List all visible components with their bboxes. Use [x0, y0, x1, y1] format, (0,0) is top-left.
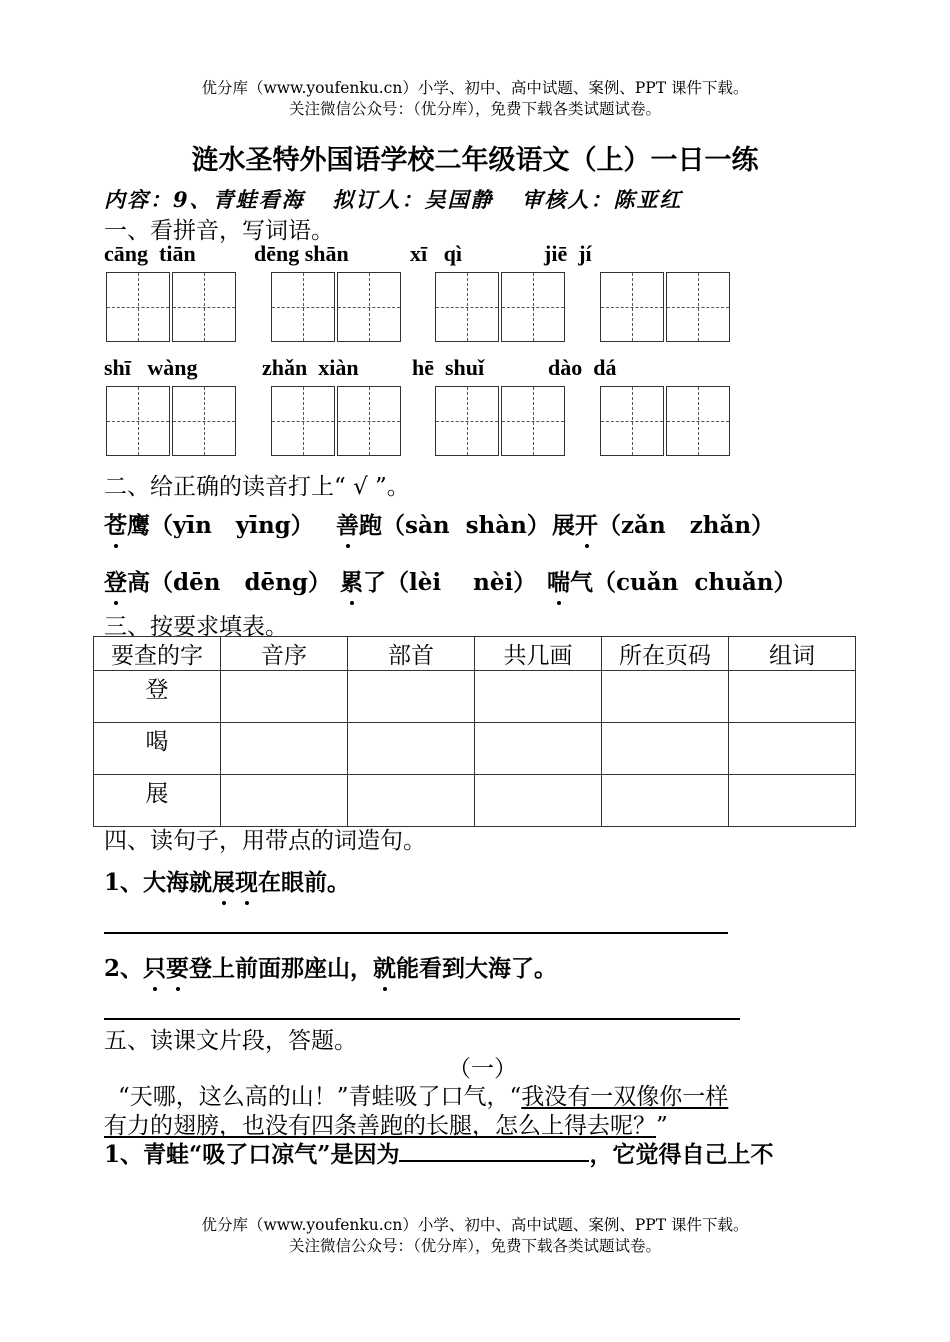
pinyin-3: xī qì [410, 241, 462, 266]
pinyin-7: hē shuǐ [412, 355, 485, 380]
table-header: 所在页码 [602, 637, 729, 671]
dotted-char: 现 [235, 869, 259, 896]
answer-cell[interactable] [221, 723, 348, 775]
write-cell[interactable] [501, 386, 565, 456]
table-header: 共几画 [475, 637, 602, 671]
writing-grid-6 [271, 386, 401, 456]
answer-cell[interactable] [602, 775, 729, 827]
table-row [94, 775, 856, 827]
meta-info: 内容：9、青蛙看海 拟订人：吴国静 审核人：陈亚红 [104, 187, 683, 212]
write-cell[interactable] [172, 386, 236, 456]
dotted-char: 喘 [547, 569, 570, 596]
write-cell[interactable] [600, 386, 664, 456]
page-title: 涟水圣特外国语学校二年级语文（上）一日一练 [191, 145, 759, 176]
write-cell[interactable] [435, 272, 499, 342]
dotted-char: 就 [373, 955, 397, 982]
passage-line-1: “天哪，这么高的山！”青蛙吸了口气，“我没有一双像你一样 [118, 1084, 729, 1110]
reading-item-5: 累了（lèi nèi） [340, 569, 537, 596]
write-cell[interactable] [666, 272, 730, 342]
answer-line-1[interactable] [104, 932, 728, 934]
row-char: 喝 [94, 723, 221, 775]
lookup-table [93, 636, 856, 827]
writing-grid-1 [106, 272, 236, 342]
writing-grid-8 [600, 386, 730, 456]
header-line-2: 关注微信公众号：（优分库），免费下载各类试题试卷。 [288, 100, 661, 118]
answer-cell[interactable] [475, 775, 602, 827]
table-header: 音序 [221, 637, 348, 671]
answer-cell[interactable] [475, 671, 602, 723]
write-cell[interactable] [337, 386, 401, 456]
write-cell[interactable] [600, 272, 664, 342]
pinyin-1: cāng tiān [104, 241, 196, 266]
answer-cell[interactable] [602, 671, 729, 723]
dotted-char: 苍 [104, 512, 127, 539]
reading-item-1: 苍鹰（yīn yīng） [104, 512, 314, 539]
question-1: 1、青蛙“吸了口凉气”是因为 ，它觉得自己上不 [104, 1141, 774, 1168]
answer-line-2[interactable] [104, 1018, 740, 1020]
write-cell[interactable] [271, 272, 335, 342]
writing-grid-5 [106, 386, 236, 456]
dotted-char: 登 [104, 569, 127, 596]
sentence-1: 1、大海就展现在眼前。 [104, 869, 351, 896]
dotted-char: 要 [166, 955, 190, 982]
passage-line-2: 有力的翅膀，也没有四条善跑的长腿，怎么上得去呢？” [104, 1113, 668, 1139]
write-cell[interactable] [106, 386, 170, 456]
answer-cell[interactable] [729, 775, 856, 827]
table-row [94, 723, 856, 775]
passage-part-label: （一） [448, 1056, 517, 1082]
answer-cell[interactable] [221, 671, 348, 723]
pinyin-5: shī wàng [104, 355, 198, 380]
row-char: 展 [94, 775, 221, 827]
write-cell[interactable] [271, 386, 335, 456]
section1-heading: 一、看拼音，写词语。 [104, 218, 334, 244]
dotted-char: 只 [143, 955, 167, 982]
write-cell[interactable] [106, 272, 170, 342]
table-header: 组词 [729, 637, 856, 671]
sentence-2: 2、只要登上前面那座山，就能看到大海了。 [104, 955, 558, 982]
write-cell[interactable] [666, 386, 730, 456]
write-cell[interactable] [501, 272, 565, 342]
pinyin-4: jiē jí [544, 241, 592, 266]
answer-cell[interactable] [729, 671, 856, 723]
answer-blank[interactable] [399, 1140, 589, 1162]
write-cell[interactable] [435, 386, 499, 456]
writing-grid-2 [271, 272, 401, 342]
table-row [94, 671, 856, 723]
dotted-char: 展 [212, 869, 236, 896]
answer-cell[interactable] [348, 723, 475, 775]
footer-line-1: 优分库（www.youfenku.cn）小学、初中、高中试题、案例、PPT 课件下载。 [201, 1216, 749, 1234]
reading-item-6: 喘气（cuǎn chuǎn） [547, 569, 797, 596]
table-header: 部首 [348, 637, 475, 671]
answer-cell[interactable] [348, 671, 475, 723]
answer-cell[interactable] [729, 723, 856, 775]
writing-grid-7 [435, 386, 565, 456]
pinyin-6: zhǎn xiàn [262, 355, 359, 380]
reading-item-2: 善跑（sàn shàn） [336, 512, 550, 539]
table-header: 要查的字 [94, 637, 221, 671]
writing-grid-3 [435, 272, 565, 342]
reading-item-3: 展开（zǎn zhǎn） [552, 512, 775, 539]
pinyin-2: dēng shān [254, 241, 349, 266]
reading-item-4: 登高（dēn dēng） [104, 569, 331, 596]
header-line-1: 优分库（www.youfenku.cn）小学、初中、高中试题、案例、PPT 课件下载。 [201, 79, 749, 97]
row-char: 登 [94, 671, 221, 723]
writing-grid-4 [600, 272, 730, 342]
answer-cell[interactable] [348, 775, 475, 827]
dotted-char: 开 [575, 512, 598, 539]
section5-heading: 五、读课文片段，答题。 [104, 1028, 357, 1054]
section3-heading: 三、按要求填表。 [104, 614, 288, 640]
footer-line-2: 关注微信公众号：（优分库），免费下载各类试题试卷。 [288, 1237, 661, 1255]
write-cell[interactable] [337, 272, 401, 342]
answer-cell[interactable] [221, 775, 348, 827]
section4-heading: 四、读句子，用带点的词造句。 [104, 828, 426, 854]
section2-heading: 二、给正确的读音打上“ √ ”。 [104, 474, 410, 500]
dotted-char: 累 [340, 569, 363, 596]
answer-cell[interactable] [475, 723, 602, 775]
dotted-char: 善 [336, 512, 359, 539]
answer-cell[interactable] [602, 723, 729, 775]
pinyin-8: dào dá [548, 355, 617, 380]
write-cell[interactable] [172, 272, 236, 342]
